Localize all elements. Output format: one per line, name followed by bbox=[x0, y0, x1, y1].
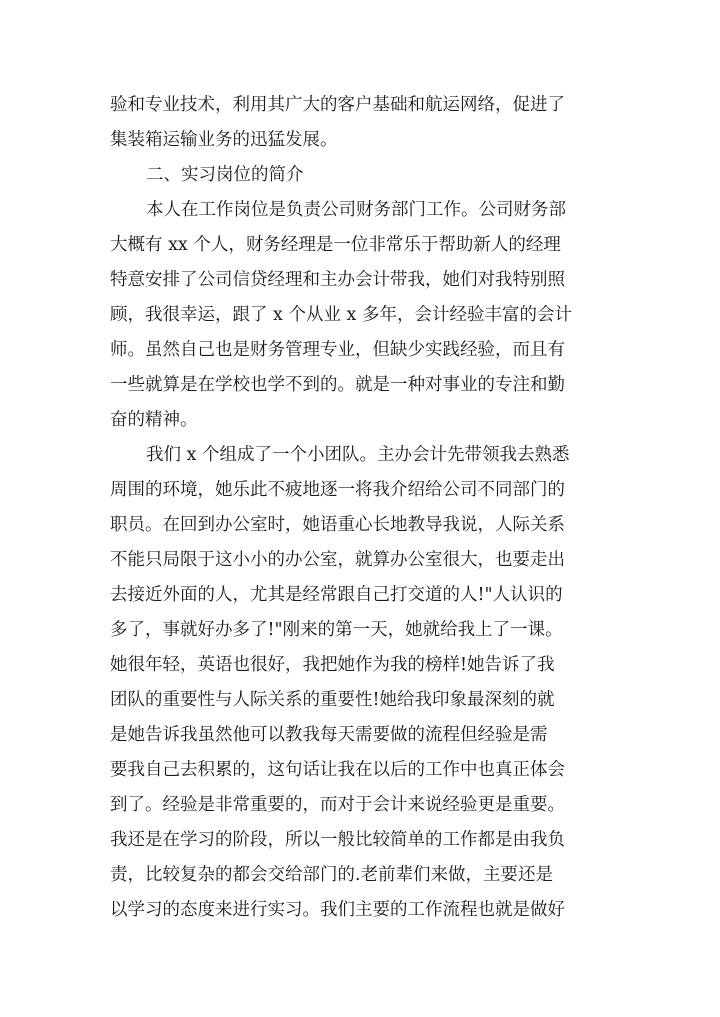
text-line: 大概有 xx 个人，财务经理是一位非常乐于帮助新人的经理 bbox=[110, 235, 561, 255]
text-line: 是她告诉我虽然他可以教我每天需要做的流程但经验是需 bbox=[110, 725, 548, 745]
text-line: 以学习的态度来进行实习。我们主要的工作流程也就是做好 bbox=[110, 900, 565, 920]
text-line: 我还是在学习的阶段，所以一般比较简单的工作都是由我负 bbox=[110, 830, 565, 850]
text-line: 到了。经验是非常重要的，而对于会计来说经验更是重要。 bbox=[110, 795, 565, 815]
text-line: 职员。在回到办公室时，她语重心长地教导我说，人际关系 bbox=[110, 515, 565, 535]
text-line: 要我自己去积累的，这句话让我在以后的工作中也真正体会 bbox=[110, 760, 565, 780]
text-line: 集装箱运输业务的迅猛发展。 bbox=[110, 130, 338, 150]
text-line: 责，比较复杂的都会交给部门的.老前辈们来做，主要还是 bbox=[110, 865, 554, 885]
text-line: 我们 x 个组成了一个小团队。主办会计先带领我去熟悉 bbox=[146, 445, 570, 465]
text-line: 特意安排了公司信贷经理和主办会计带我，她们对我特别照 bbox=[110, 270, 565, 290]
text-line: 团队的重要性与人际关系的重要性!她给我印象最深刻的就 bbox=[110, 690, 555, 710]
text-line: 奋的精神。 bbox=[110, 410, 198, 430]
text-line: 二、实习岗位的简介 bbox=[146, 165, 304, 185]
text-line: 多了，事就好办多了!"刚来的第一天，她就给我上了一课。 bbox=[110, 620, 563, 640]
text-line: 她很年轻，英语也很好，我把她作为我的榜样!她告诉了我 bbox=[110, 655, 555, 675]
text-line: 顾，我很幸运，跟了 x 个从业 x 多年，会计经验丰富的会计 bbox=[110, 305, 572, 325]
text-line: 去接近外面的人，尤其是经常跟自己打交道的人!"人认识的 bbox=[110, 585, 563, 605]
text-line: 周围的环境，她乐此不疲地逐一将我介绍给公司不同部门的 bbox=[110, 480, 565, 500]
text-line: 不能只局限于这小小的办公室，就算办公室很大，也要走出 bbox=[110, 550, 565, 570]
text-line: 验和专业技术，利用其广大的客户基础和航运网络，促进了 bbox=[110, 95, 565, 115]
text-line: 师。虽然自己也是财务管理专业，但缺少实践经验，而且有 bbox=[110, 340, 565, 360]
text-line: 本人在工作岗位是负责公司财务部门工作。公司财务部 bbox=[146, 200, 566, 220]
document-body bbox=[110, 88, 625, 928]
text-line: 一些就算是在学校也学不到的。就是一种对事业的专注和勤 bbox=[110, 375, 565, 395]
